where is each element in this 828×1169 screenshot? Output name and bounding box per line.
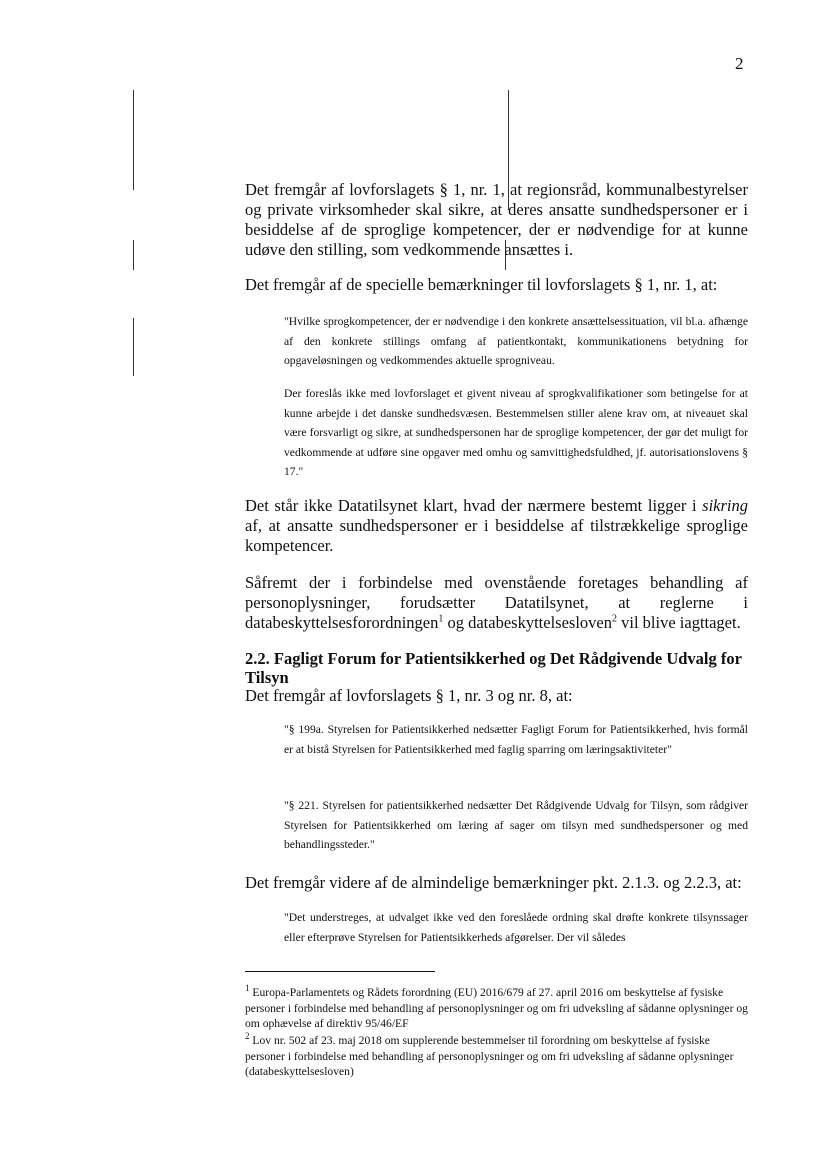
footnote-ref[interactable]: 2: [612, 613, 617, 625]
margin-bar: [133, 240, 134, 270]
block-quote: "§ 199a. Styrelsen for Patientsikkerhed nedsætter Fagligt Forum for Patientsikkerhed, hvis formål er at bistå Styrelsen for Patientsikkerhed med faglig sparring om læringsaktiviteter": [284, 723, 748, 756]
section-heading: 2.2. Fagligt Forum for Patientsikkerhed og Det Rådgivende Udvalg for Tilsyn: [245, 649, 742, 687]
page-number: 2: [735, 54, 744, 73]
block-quote: "§ 221. Styrelsen for patientsikkerhed nedsætter Det Rådgivende Udvalg for Tilsyn, som rådgiver Styrelsen for Patientsikkerhed om læring af sager om tilsyn med sundhedspersoner og med behandlingssteder.": [284, 799, 748, 851]
text-span: Såfremt der i forbindelse med ovenstående foretages behandling af personoplysninger, forudsætter Datatilsynet, at reglerne i databeskyttelsesforordningen: [245, 573, 748, 632]
block-quote: "Hvilke sprogkompetencer, der er nødvendige i den konkrete ansættelsessituation, vil bl.a. afhænge af den konkrete stillings omfang af patientkontakt, kommunikationens betydning for opgaveløsningen og vedkommendes aktuelle sprogniveau.: [284, 315, 748, 367]
footnote-mark: 2: [245, 1031, 250, 1042]
text-span: Det står ikke Datatilsynet klart, hvad der nærmere bestemt ligger i: [245, 496, 703, 515]
paragraph: Det fremgår af lovforslagets § 1, nr. 3 og nr. 8, at:: [245, 686, 573, 705]
emphasis: sikring: [702, 496, 748, 515]
footnote: [245, 985, 748, 1032]
paragraph: [245, 573, 748, 633]
footnote-text: Lov nr. 502 af 23. maj 2018 om supplerende bestemmelser til forordning om beskyttelse af fysiske personer i forbindelse med behandling af personoplysninger og om fri udveksling af sådanne oplysninger (databeskyttelsesloven): [245, 1034, 734, 1078]
paragraph: Det fremgår videre af de almindelige bemærkninger pkt. 2.1.3. og 2.2.3, at:: [245, 873, 742, 892]
block-quote: "Det understreges, at udvalget ikke ved den foreslåede ordning skal drøfte konkrete tilsynssager eller efterprøve Styrelsen for Patientsikkerheds afgørelser. Der vil således: [284, 911, 748, 944]
text-span: af, at ansatte sundhedspersoner er i besiddelse af tilstrækkelige sproglige kompetencer.: [245, 516, 748, 555]
text-span: vil blive iagttaget.: [617, 613, 741, 632]
footnote-mark: 1: [245, 983, 250, 994]
paragraph: Det fremgår af de specielle bemærkninger til lovforslagets § 1, nr. 1, at:: [245, 275, 718, 294]
paragraph: [245, 496, 748, 556]
footnote-ref[interactable]: 1: [438, 613, 444, 625]
footnote: [245, 1033, 748, 1080]
margin-bar: [133, 90, 134, 190]
block-quote: Der foreslås ikke med lovforslaget et givent niveau af sprogkvalifikationer som betingelse for at kunne arbejde i det danske sundhedsvæsen. Bestemmelsen stiller alene krav om, at niveauet skal være forsvarligt og sikre, at sundhedspersonen har de sproglige kompetencer, der gør det muligt for vedkommende at udføre sine opgaver med omhu og samvittighedsfuldhed, jf. autorisationslovens § 17.": [284, 387, 748, 478]
text-span: og databeskyttelsesloven: [443, 613, 612, 632]
margin-bar: [133, 318, 134, 376]
footnote-text: Europa-Parlamentets og Rådets forordning (EU) 2016/679 af 27. april 2016 om beskyttelse af fysiske personer i forbindelse med behandling af personoplysninger og om fri udveksling af sådanne oplysninger og om ophævelse af direktiv 95/46/EF: [245, 986, 748, 1030]
footnote-rule: [245, 971, 435, 972]
paragraph: Det fremgår af lovforslagets § 1, nr. 1, at regionsråd, kommunalbestyrelser og private virksomheder skal sikre, at deres ansatte sundhedspersoner er i besiddelse af de sproglige kompetencer, der er nødvendige for at kunne udøve den stilling, som vedkommende ansættes i.: [245, 180, 748, 259]
